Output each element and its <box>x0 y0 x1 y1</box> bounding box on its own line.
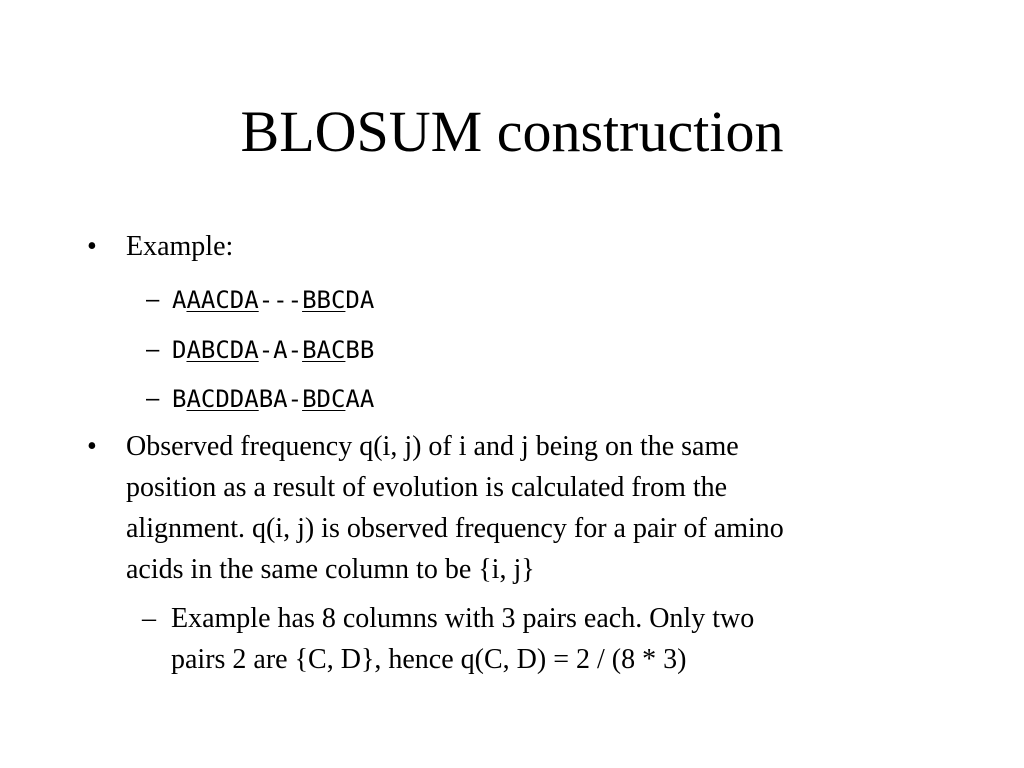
sequence-row-3 <box>0 374 1024 424</box>
text-line: Observed frequency q(i, j) of i and j being on the same <box>126 431 739 462</box>
sequence-row-2 <box>0 325 1024 375</box>
bullet-example-text: Example: <box>126 231 234 262</box>
seq-segment: BB <box>345 336 375 364</box>
seq-segment-underlined: BBC <box>302 286 346 314</box>
text-line: alignment. q(i, j) is observed frequency for a pair of amino <box>126 513 784 544</box>
seq-segment: BA- <box>258 385 303 413</box>
sequence-text-1 <box>172 275 374 325</box>
sub-bullet-text <box>171 598 931 680</box>
bullet-marker: • <box>87 231 97 262</box>
seq-segment: D <box>172 336 187 364</box>
sequence-row-1 <box>0 275 1024 325</box>
seq-segment: --- <box>258 286 303 314</box>
seq-segment: DA <box>345 286 375 314</box>
bullet-observed-frequency-text <box>126 426 946 590</box>
seq-segment: AA <box>345 385 375 413</box>
seq-segment-underlined: BAC <box>302 336 346 364</box>
text-line: acids in the same column to be {i, j} <box>126 554 535 585</box>
seq-segment-underlined: ACDDA <box>186 385 259 413</box>
bullet-marker: • <box>87 431 97 462</box>
seq-segment: B <box>172 385 187 413</box>
seq-segment-underlined: AACDA <box>186 286 259 314</box>
seq-segment: -A- <box>258 336 303 364</box>
text-line: Example has 8 columns with 3 pairs each. Only two <box>171 603 755 634</box>
text-line: pairs 2 are {C, D}, hence q(C, D) = 2 / (8 * 3) <box>171 644 687 675</box>
dash-marker: – <box>146 286 160 313</box>
dash-marker: – <box>142 603 156 634</box>
seq-segment: A <box>172 286 187 314</box>
sequence-text-2 <box>172 325 374 375</box>
seq-segment-underlined: BDC <box>302 385 346 413</box>
dash-marker: – <box>146 385 160 412</box>
dash-marker: – <box>146 336 160 363</box>
slide-title: BLOSUM construction <box>240 99 784 164</box>
sequence-text-3 <box>172 374 374 424</box>
text-line: position as a result of evolution is calculated from the <box>126 472 728 503</box>
seq-segment-underlined: ABCDA <box>186 336 259 364</box>
